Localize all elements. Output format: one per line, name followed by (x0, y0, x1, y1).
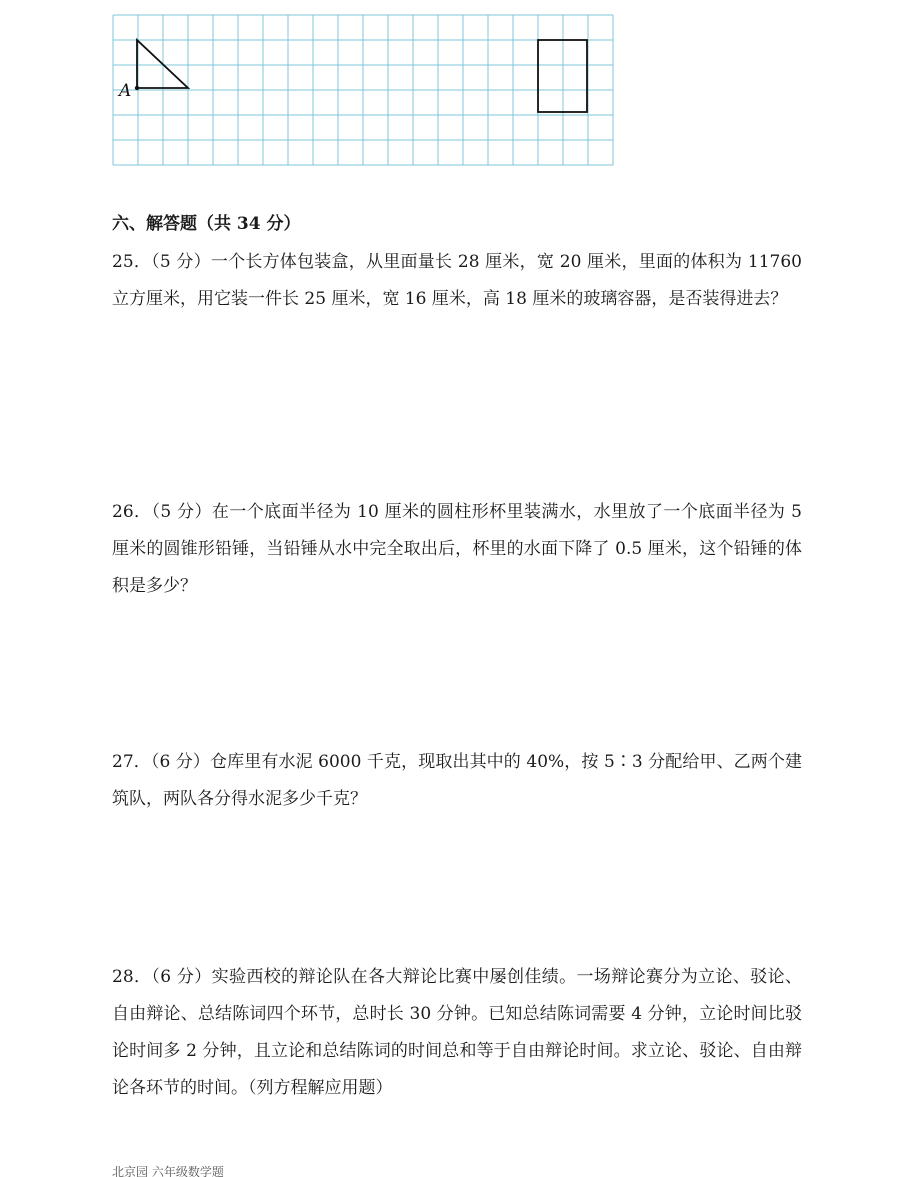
question-score: （6 分） (150, 752, 211, 772)
question-text: 一个长方体包装盒，从里面量长 28 厘米，宽 20 厘米，里面的体积为 11760 立方厘米，用它装一件长 25 厘米，宽 16 厘米，高 18 厘米的玻璃容器，是否装得进去？ (112, 252, 802, 309)
point-a-dot (135, 86, 139, 90)
question-number: 27． (112, 752, 151, 772)
question-score: （6 分） (151, 967, 212, 987)
section-heading: 六、解答题（共 34 分） (112, 214, 301, 234)
grid-figure (110, 12, 620, 166)
question-score: （5 分） (151, 502, 212, 522)
question-text: 实验西校的辩论队在各大辩论比赛中屡创佳绩。一场辩论赛分为立论、驳论、自由辩论、总结陈词四个环节，总时长 30 分钟。已知总结陈词需要 4 分钟，立论时间比驳论时间多 2 分钟，且立论和总结陈词的时间总和等于自由辩论时间。求立论、驳论、自由辩论各环节的时间。（列方程解应用题） (112, 967, 802, 1098)
question-number: 28． (112, 967, 152, 987)
question-score: （5 分） (151, 252, 211, 272)
question-number: 26． (112, 502, 152, 522)
question-26 (112, 494, 802, 605)
question-text: 在一个底面半径为 10 厘米的圆柱形杯里装满水，水里放了一个底面半径为 5 厘米的圆锥形铅锤，当铅锤从水中完全取出后，杯里的水面下降了 0.5 厘米，这个铅锤的体积是多少？ (112, 502, 802, 596)
question-text: 仓库里有水泥 6000 千克，现取出其中的 40%，按 5∶3 分配给甲、乙两个建筑队，两队各分得水泥多少千克？ (112, 752, 802, 809)
question-number: 25． (112, 252, 152, 272)
point-a-label: A (119, 81, 132, 101)
question-28 (112, 959, 802, 1107)
question-27 (112, 744, 802, 818)
page-footer: 北京园 六年级数学题 (112, 1165, 224, 1177)
question-25 (112, 244, 802, 318)
